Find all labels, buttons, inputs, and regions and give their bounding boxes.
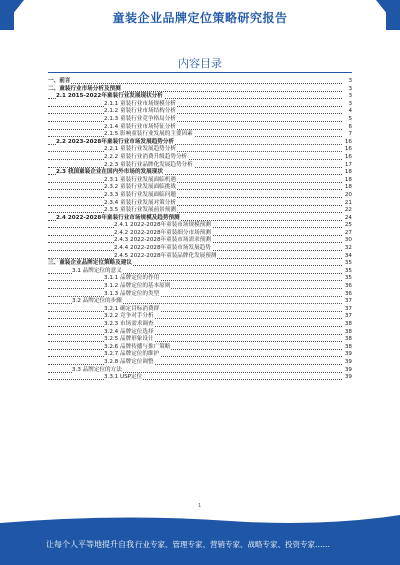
toc-entry[interactable] — [48, 192, 352, 200]
toc-leader-dots — [48, 151, 342, 152]
toc-leader-dots — [48, 356, 342, 357]
toc-entry-page: 5 — [343, 116, 352, 124]
toc-entry-label: 2.1 2015-2022年童装行业发展现状分析 — [56, 93, 163, 100]
toc-leader-dots — [48, 341, 342, 342]
toc-entry-page: 35 — [344, 267, 352, 274]
toc-entry[interactable] — [48, 207, 352, 215]
toc-entry-page: 24 — [344, 214, 352, 221]
toc-entry[interactable] — [48, 200, 352, 208]
report-title: 童装企业品牌定位策略研究报告 — [112, 11, 288, 25]
toc-leader-dots — [48, 288, 342, 289]
toc-entry-label: 3.2.4 品牌定位选择 — [104, 328, 154, 335]
toc-leader-dots — [48, 364, 342, 365]
toc-leader-dots — [48, 212, 342, 213]
toc-entry-page: 37 — [344, 298, 352, 305]
toc-entry-page: 3 — [343, 78, 352, 86]
toc-entry-label: 2.2.2 童装行业消费升级趋势分析 — [104, 153, 188, 160]
toc-entry[interactable] — [48, 306, 352, 314]
toc-leader-dots — [48, 334, 342, 335]
toc-entry-page: 16 — [344, 153, 352, 160]
toc-entry[interactable] — [48, 344, 352, 352]
toc-entry-label: 2.2 2023-2028年童装行业市场发展趋势分析 — [56, 138, 175, 145]
toc-entry-label: 2.4.3 2022-2028年童装市场需求预测 — [114, 237, 211, 244]
toc-entry-page: 7 — [343, 131, 352, 139]
toc-entry[interactable] — [48, 374, 352, 382]
toc-entry-label: 2.3.1 童装行业发展面临机遇 — [104, 176, 176, 183]
toc-leader-dots — [48, 182, 342, 183]
toc-entry-label: 2.1.4 童装行业市场特征分析 — [104, 123, 176, 130]
toc-entry[interactable] — [48, 336, 352, 344]
toc-entry-label: 2.4.1 2022-2028年童装市场规模预测 — [114, 222, 211, 229]
toc-leader-dots — [48, 379, 342, 380]
toc-leader-dots — [48, 326, 342, 327]
toc-entry[interactable] — [48, 101, 352, 109]
toc-entry[interactable] — [48, 222, 352, 230]
toc-entry-page: 22 — [344, 207, 352, 214]
toc-leader-dots — [48, 349, 342, 350]
toc-entry-label: 2.1.3 童装行业竞争格局分析 — [104, 115, 176, 122]
toc-entry-label: 2.1.5 影响童装行业发展的主要因素 — [104, 131, 193, 138]
toc-entry-page: 38 — [344, 321, 352, 327]
toc-leader-dots — [48, 167, 342, 168]
toc-entry[interactable] — [48, 237, 352, 245]
toc-leader-dots — [48, 129, 342, 130]
toc-entry-page: 39 — [344, 351, 352, 358]
toc-leader-dots — [48, 159, 342, 160]
toc-entry-label: 三、童装企业品牌定位策略及建议 — [48, 260, 132, 267]
report-footer — [0, 529, 400, 565]
toc-entry-page: 16 — [344, 146, 352, 153]
toc-entry[interactable] — [48, 169, 352, 177]
toc-entry[interactable] — [48, 78, 352, 86]
toc-entry-label: 3.2 品牌定位的步骤 — [72, 298, 122, 305]
toc-entry-page: 39 — [344, 358, 352, 365]
toc-entry-label: 2.3.3 童装行业发展面临问题 — [104, 191, 176, 198]
toc-entry-page: 36 — [344, 290, 352, 297]
toc-entry-page: 35 — [344, 275, 352, 282]
toc-entry-page: 20 — [344, 191, 352, 198]
toc-entry-label: 2.2.1 童装行业发展趋势分析 — [104, 146, 176, 153]
toc-entry[interactable] — [48, 367, 352, 375]
toc-entry-page: 18 — [344, 169, 352, 176]
toc-entry[interactable] — [48, 131, 352, 139]
toc-leader-dots — [48, 189, 342, 190]
toc-entry-label: 2.3.2 童装行业发展面临挑战 — [104, 184, 176, 191]
report-header — [0, 0, 400, 32]
toc-leader-dots — [48, 136, 342, 137]
toc-entry-page: 37 — [344, 305, 352, 312]
toc-leader-dots — [48, 121, 342, 122]
toc-entry[interactable] — [48, 154, 352, 162]
page-number: 1 — [198, 503, 202, 509]
toc-entry[interactable] — [48, 93, 352, 101]
footer-slogan: 让每个人平等地提升自我 — [46, 540, 134, 549]
toc-entry[interactable] — [48, 283, 352, 291]
toc-entry-page: 36 — [344, 283, 352, 290]
toc-entry-label: 3.2.8 品牌定位调整 — [104, 358, 154, 365]
toc-entry-label: 2.4.2 2022-2028年童装细分市场预测 — [114, 229, 211, 236]
toc-entry[interactable] — [48, 116, 352, 124]
toc-entry[interactable] — [48, 351, 352, 359]
toc-entry-label: 2.4 2022-2028年童装行业市场规模及趋势预测 — [56, 214, 180, 221]
toc-entry-label: 3.2.5 品牌形象设计 — [104, 336, 154, 343]
toc-entry-label: 2.1.2 童装行业市场结构分析 — [104, 108, 176, 115]
toc-entry-label: 2.4.5 2022-2028年童装品牌化发展预测 — [114, 252, 217, 259]
toc-leader-dots — [48, 83, 342, 84]
toc-entry-page: 6 — [343, 124, 352, 132]
toc-entry-page: 37 — [344, 313, 352, 320]
toc-leader-dots — [48, 280, 342, 281]
toc-entry-page: 3 — [343, 101, 352, 109]
toc-leader-dots — [48, 197, 342, 198]
toc-entry[interactable] — [48, 184, 352, 192]
toc-entry[interactable] — [48, 313, 352, 321]
toc-leader-dots — [48, 318, 342, 319]
toc-entry-page: 16 — [344, 138, 352, 145]
toc-entry-label: 3.2.7 品牌定位的维护 — [104, 351, 160, 358]
toc-title: 内容目录 — [178, 57, 222, 70]
toc-entry[interactable] — [48, 108, 352, 116]
toc-entry[interactable] — [48, 275, 352, 283]
footer-experts: 行业专家、管理专家、营销专家、战略专家、投资专家…… — [135, 540, 330, 549]
toc-entry-label: 2.2.3 童装行业品牌化发展趋势分析 — [104, 161, 193, 168]
toc-entry-label: 2.3 我国童装企业在国内外市场的发展现状 — [56, 169, 163, 176]
toc-entry-label: 一、前言 — [48, 78, 71, 84]
toc-entry-page: 39 — [344, 374, 352, 381]
toc-entry-label: 3.3 品牌定位的方法 — [72, 366, 122, 373]
toc-entry-page: 34 — [344, 252, 352, 259]
toc-entry-page: 18 — [344, 176, 352, 183]
toc-entry-page: 25 — [344, 222, 352, 229]
toc-entry-label: 2.3.5 童装行业发展前景预测 — [104, 207, 176, 214]
toc-entry[interactable] — [48, 245, 352, 253]
toc-entry-page: 35 — [344, 260, 352, 267]
toc-entry-label: 3.1.1 品牌定位的作用 — [104, 275, 160, 282]
toc-entry-label: 二、童装行业市场分析及预测 — [48, 85, 121, 92]
toc-entry-page: 38 — [344, 336, 352, 343]
toc-entry-page: 21 — [344, 199, 352, 206]
toc-entry-label: 2.4.4 2022-2028年童装市场发展趋势 — [114, 245, 211, 252]
footer-swoosh-decoration — [0, 511, 400, 529]
toc-entry-label: 2.1.1 童装行业市场规模分析 — [104, 100, 176, 107]
toc-entry[interactable] — [48, 268, 352, 276]
toc-entry[interactable] — [48, 177, 352, 185]
toc-entry[interactable] — [48, 321, 352, 329]
toc-leader-dots — [48, 311, 342, 312]
toc-entry-label: 3.2.1 确定目标消费群 — [104, 305, 160, 312]
toc-entry-label: 3.2.2 竞争对手分析 — [104, 313, 154, 320]
toc-entry-label: 3.3.1 USP定位 — [104, 374, 143, 381]
toc-entry-label: 3.1.3 品牌定位的类型 — [104, 290, 160, 297]
toc-entry-label: 2.3.4 童装行业发展对策分析 — [104, 199, 176, 206]
toc-entry[interactable] — [48, 298, 352, 306]
toc-entry-page: 3 — [343, 86, 352, 94]
toc-entry-page: 3 — [343, 93, 352, 101]
toc-leader-dots — [48, 106, 342, 107]
toc-entry[interactable] — [48, 146, 352, 154]
toc-entry-page: 30 — [344, 237, 352, 244]
toc-entry[interactable] — [48, 359, 352, 367]
toc-entry[interactable] — [48, 124, 352, 132]
toc-entry-page: 4 — [343, 108, 352, 116]
toc-entry-page: 39 — [344, 366, 352, 373]
toc-entry-label: 3.1.2 品牌定位的基本原则 — [104, 283, 171, 290]
toc-entry-page: 17 — [344, 161, 352, 168]
toc-leader-dots — [48, 113, 342, 114]
toc-entry-label: 3.2.3 市场需求调查 — [104, 321, 154, 327]
toc-entry[interactable] — [48, 329, 352, 337]
toc-entry-label: 3.2.6 品牌传播与推广策略 — [104, 343, 171, 350]
toc-entry[interactable] — [48, 139, 352, 147]
toc-entry-label: 3.1 品牌定位的意义 — [72, 267, 122, 274]
toc-entry-page: 18 — [344, 184, 352, 191]
toc-divider — [48, 72, 352, 73]
toc-leader-dots — [48, 205, 342, 206]
toc-entry-page: 38 — [344, 328, 352, 335]
table-of-contents — [48, 78, 352, 382]
toc-entry[interactable] — [48, 162, 352, 170]
toc-entry-page: 27 — [344, 229, 352, 236]
toc-leader-dots — [48, 296, 342, 297]
toc-entry-page: 38 — [344, 343, 352, 350]
toc-entry-page: 32 — [344, 245, 352, 252]
toc-entry[interactable] — [48, 260, 352, 268]
